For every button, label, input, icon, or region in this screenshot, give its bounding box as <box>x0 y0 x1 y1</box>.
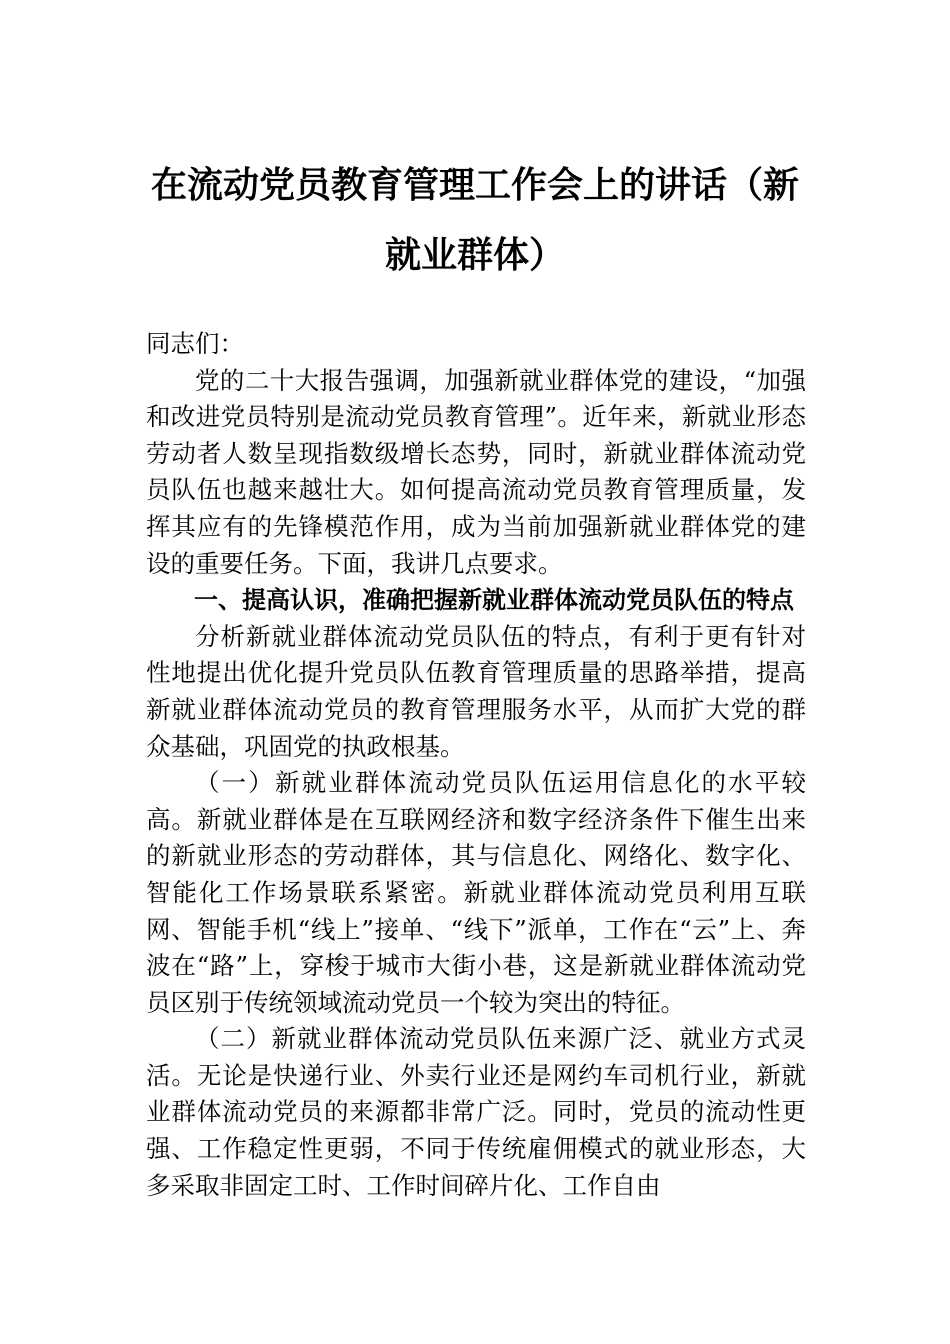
paragraph-analysis: 分析新就业群体流动党员队伍的特点，有利于更有针对性地提出优化提升党员队伍教育管理质量的思路举措，提高新就业群体流动党员的教育管理服务水平，从而扩大党的群众基础，巩固党的执政根基。 <box>146 621 806 761</box>
paragraph-point-2: （二）新就业群体流动党员队伍来源广泛、就业方式灵活。无论是快递行业、外卖行业还是网约车司机行业，新就业群体流动党员的来源都非常广泛。同时，党员的流动性更强、工作稳定性更弱，不同于传统雇佣模式的就业形态，大多采取非固定工时、工作时间碎片化、工作自由 <box>146 1024 806 1200</box>
salutation: 同志们： <box>146 329 244 358</box>
paragraph-intro: 党的二十大报告强调，加强新就业群体党的建设，“加强和改进党员特别是流动党员教育管理”。近年来，新就业形态劳动者人数呈现指数级增长态势，同时，新就业群体流动党员队伍也越来越壮大。如何提高流动党员教育管理质量，发挥其应有的先锋模范作用，成为当前加强新就业群体党的建设的重要任务。下面，我讲几点要求。 <box>146 365 806 578</box>
document-body <box>146 326 806 1204</box>
paragraph-point-1: （一）新就业群体流动党员队伍运用信息化的水平较高。新就业群体是在互联网经济和数字经济条件下催生出来的新就业形态的劳动群体，其与信息化、网络化、数字化、智能化工作场景联系紧密。新就业群体流动党员利用互联网、智能手机“线上”接单、“线下”派单，工作在“云”上、奔波在“路”上，穿梭于城市大街小巷，这是新就业群体流动党员区别于传统领域流动党员一个较为突出的特征。 <box>146 768 806 1017</box>
section-heading: 一、提高认识，准确把握新就业群体流动党员队伍的特点 <box>194 586 794 615</box>
document-title: 在流动党员教育管理工作会上的讲话（新就业群体） <box>150 164 799 276</box>
